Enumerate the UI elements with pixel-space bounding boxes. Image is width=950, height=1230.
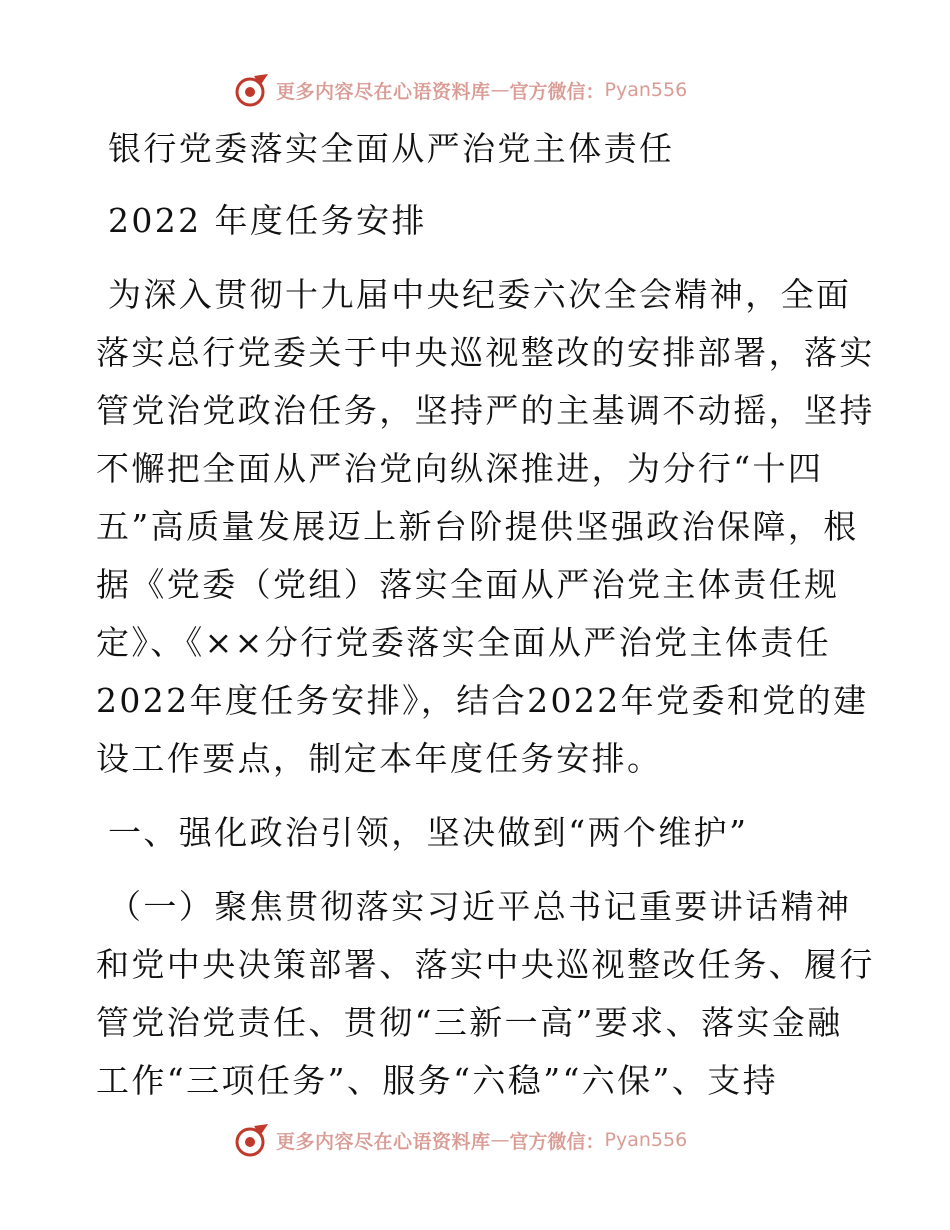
doc-title-line2: 2022 年度任务安排 [108,201,427,240]
intro-paragraph [96,266,875,788]
paragraph-line: 工作“三项任务”、服务“六稳”“六保”、支持 [96,1061,779,1100]
footer-watermark [232,1122,687,1158]
paragraph-line: 五”高质量发展迈上新台阶提供坚强政治保障，根 [96,507,859,546]
watermark-wechat-id: Pyan556 [604,1129,688,1151]
paragraph-line: 和党中央决策部署、落实中央巡视整改任务、履行 [96,945,875,984]
watermark-label: 官方微信： [509,80,605,103]
watermark-dash: — [490,79,510,101]
watermark-label: 官方微信： [509,1130,605,1153]
quill-circle-logo-icon [232,72,272,108]
paragraph-line: 设工作要点，制定本年度任务安排。 [96,739,663,778]
paragraph-line: （一）聚焦贯彻落实习近平总书记重要讲话精神 [108,887,852,926]
paragraph-line: 管党治党责任、贯彻“三新一高”要求、落实金融 [96,1003,843,1042]
watermark-dash: — [490,1129,510,1151]
watermark-text: 更多内容尽在心语资料库 [276,80,491,103]
subsection-paragraph-1 [96,878,875,1110]
doc-title-line1: 银行党委落实全面从严治党主体责任 [108,129,675,168]
paragraph-line: 管党治党政治任务，坚持严的主基调不动摇，坚持 [96,391,875,430]
paragraph-line: 为深入贯彻十九届中央纪委六次全会精神，全面 [108,275,852,314]
paragraph-line: 落实总行党委关于中央巡视整改的安排部署，落实 [96,333,875,372]
quill-circle-logo-icon [232,1122,272,1158]
paragraph-line: 2022年度任务安排》，结合2022年党委和党的建 [96,681,869,720]
document-body [96,120,875,1110]
header-watermark [232,72,687,108]
paragraph-line: 不懈把全面从严治党向纵深推进，为分行“十四 [96,449,824,488]
watermark-wechat-id: Pyan556 [604,79,688,101]
paragraph-line: 定》、《××分行党委落实全面从严治党主体责任 [96,623,832,662]
paragraph-line: 据《党委（党组）落实全面从严治党主体责任规 [96,565,840,604]
section-heading-1: 一、强化政治引领，坚决做到“两个维护” [108,813,749,852]
watermark-text: 更多内容尽在心语资料库 [276,1130,491,1153]
